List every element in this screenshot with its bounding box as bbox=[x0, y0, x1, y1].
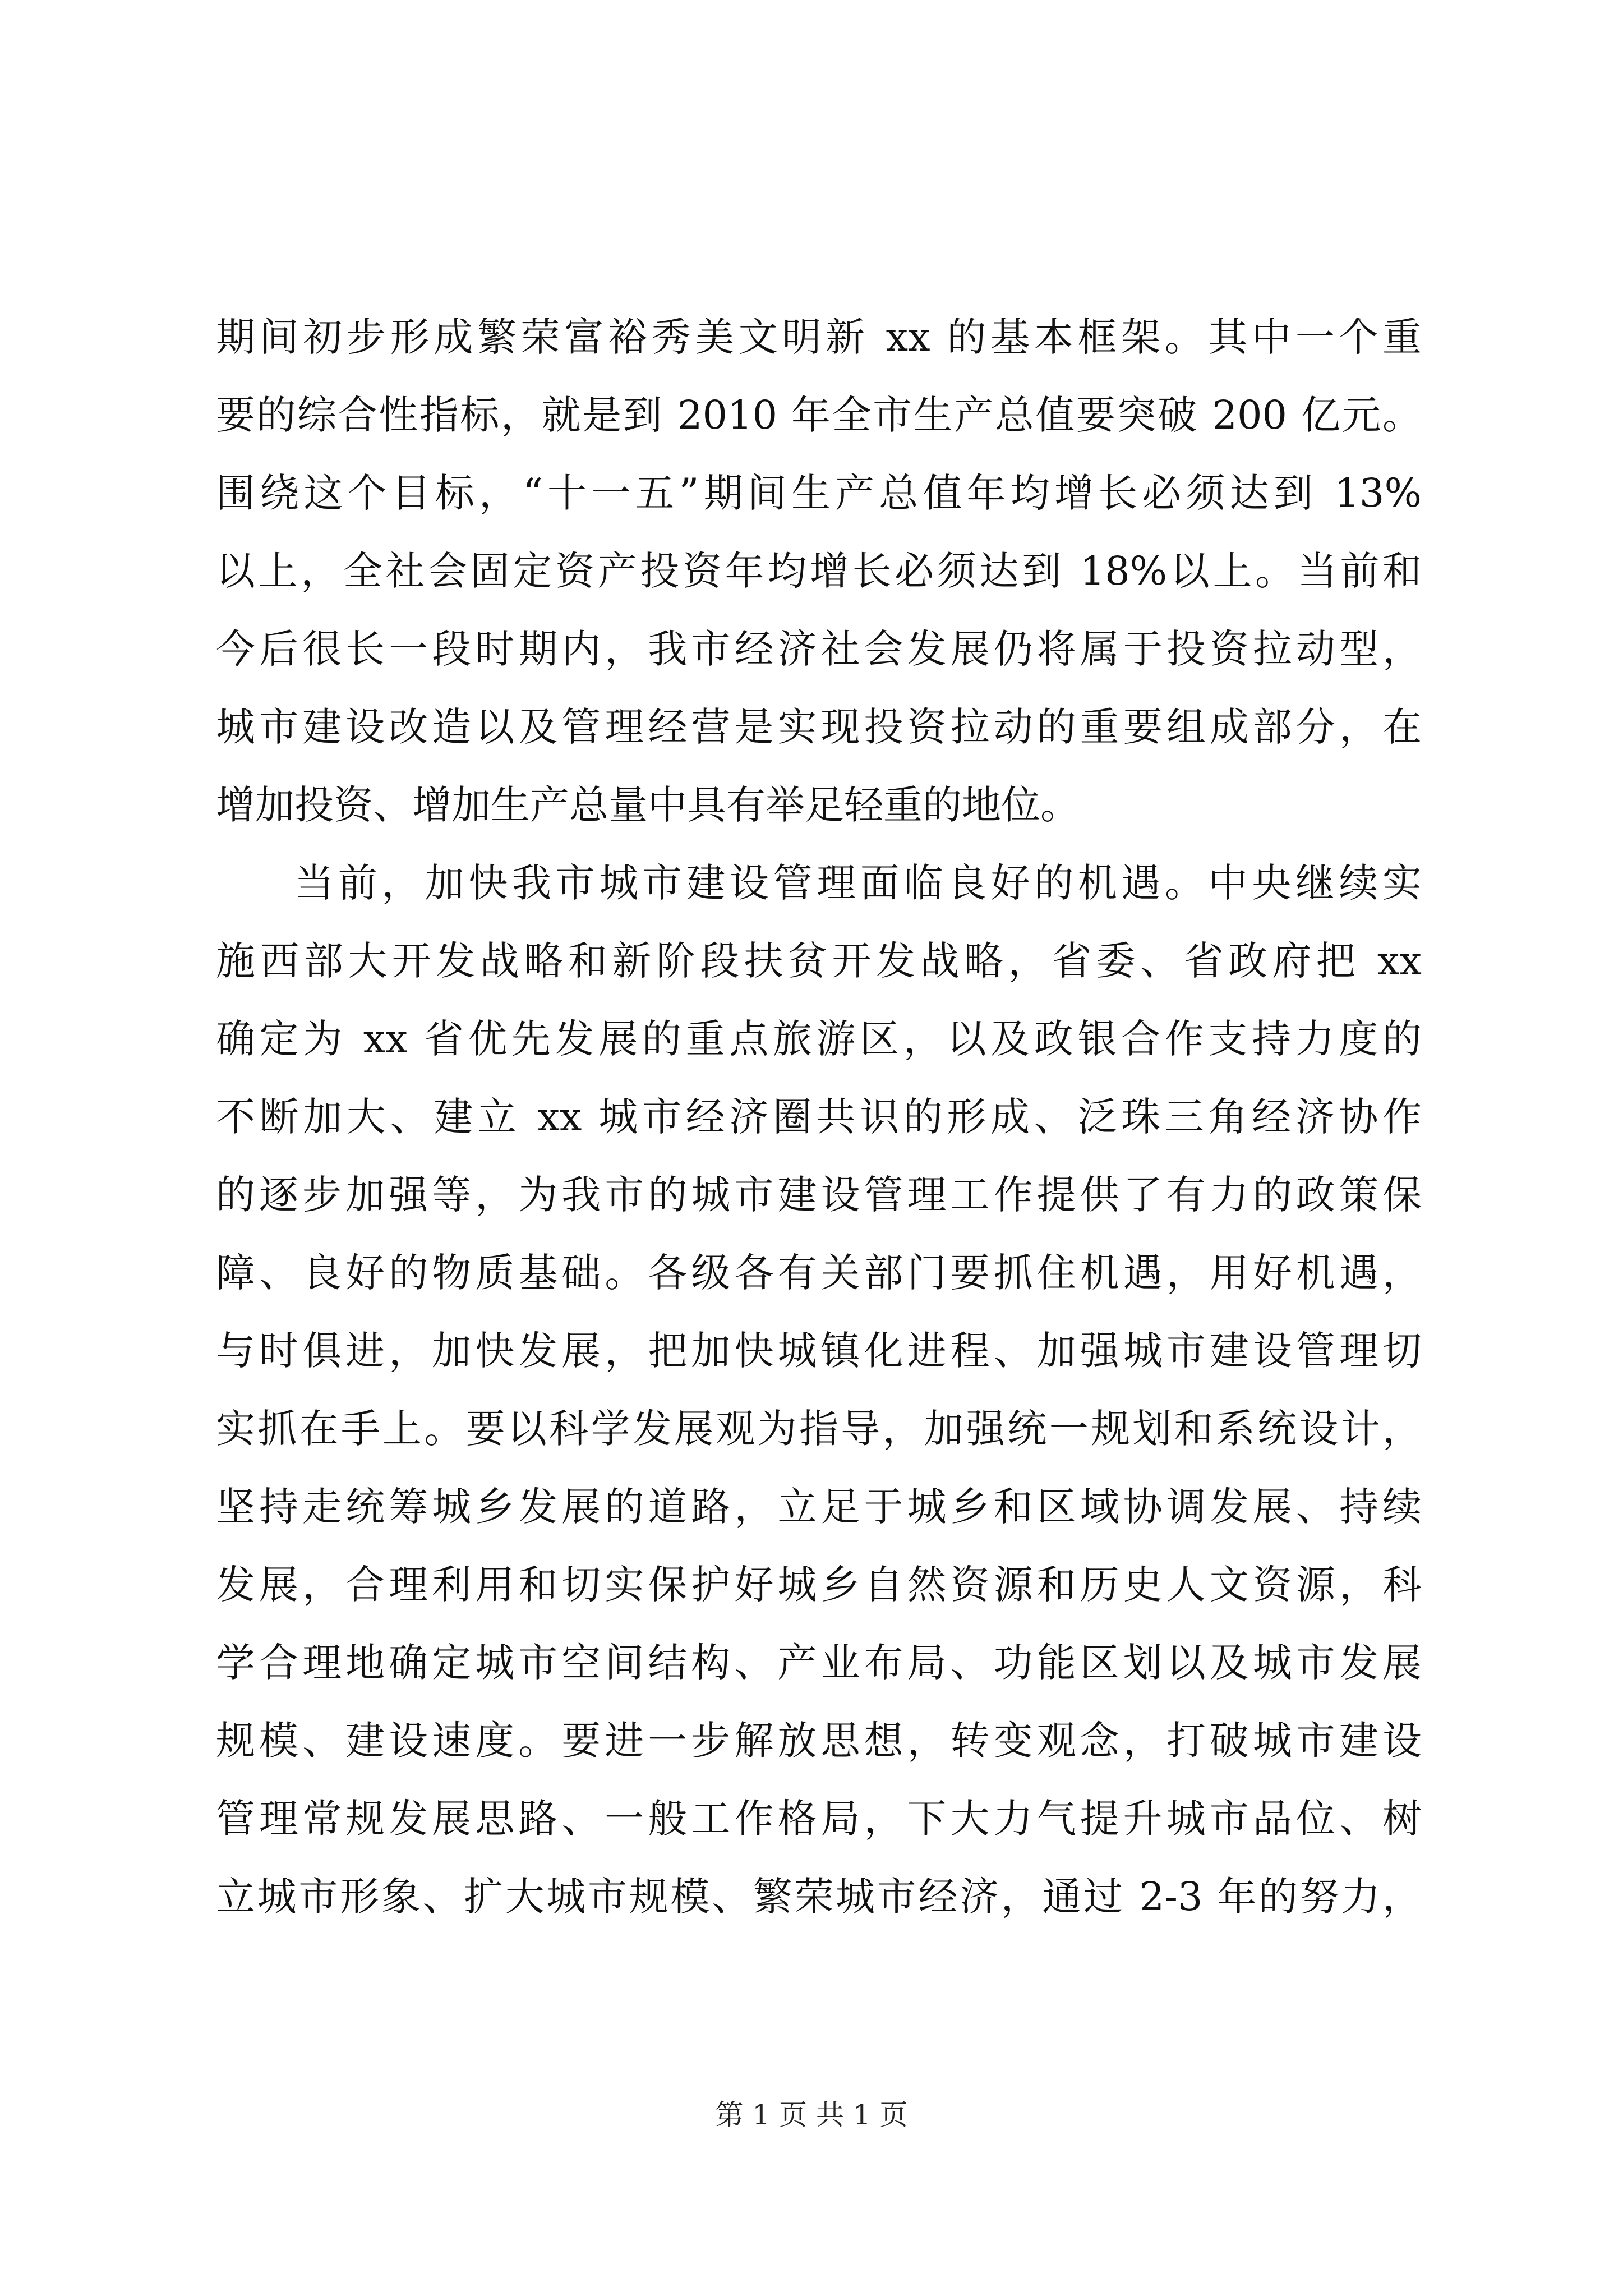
text-line: 增加投资、增加生产总量中具有举足轻重的地位。 bbox=[216, 782, 1080, 828]
text-line: 确定为 xx 省优先发展的重点旅游区，以及政银合作支持力度的 bbox=[216, 1016, 1422, 1062]
paragraph-1 bbox=[216, 298, 1422, 844]
text-line: 以上，全社会固定资产投资年均增长必须达到 18%以上。当前和 bbox=[216, 548, 1422, 594]
text-line: 施西部大开发战略和新阶段扶贫开发战略，省委、省政府把 xx bbox=[216, 938, 1422, 984]
text-line: 当前，加快我市城市建设管理面临良好的机遇。中央继续实 bbox=[294, 860, 1422, 906]
text-line: 障、良好的物质基础。各级各有关部门要抓住机遇，用好机遇， bbox=[216, 1250, 1422, 1296]
text-line: 与时俱进，加快发展，把加快城镇化进程、加强城市建设管理切 bbox=[216, 1328, 1422, 1374]
text-line: 围绕这个目标，“十一五”期间生产总值年均增长必须达到 13% bbox=[216, 470, 1422, 516]
text-line: 管理常规发展思路、一般工作格局，下大力气提升城市品位、树 bbox=[216, 1796, 1422, 1842]
document-body bbox=[216, 298, 1422, 1936]
text-line: 实抓在手上。要以科学发展观为指导，加强统一规划和系统设计， bbox=[216, 1406, 1422, 1452]
text-line: 坚持走统筹城乡发展的道路，立足于城乡和区域协调发展、持续 bbox=[216, 1484, 1422, 1530]
text-line: 学合理地确定城市空间结构、产业布局、功能区划以及城市发展 bbox=[216, 1640, 1422, 1686]
text-line: 不断加大、建立 xx 城市经济圈共识的形成、泛珠三角经济协作 bbox=[216, 1094, 1422, 1140]
text-line: 发展，合理利用和切实保护好城乡自然资源和历史人文资源，科 bbox=[216, 1562, 1422, 1608]
text-line: 规模、建设速度。要进一步解放思想，转变观念，打破城市建设 bbox=[216, 1718, 1422, 1764]
text-line: 的逐步加强等，为我市的城市建设管理工作提供了有力的政策保 bbox=[216, 1172, 1422, 1218]
paragraph-2 bbox=[216, 844, 1422, 1936]
page-number-footer: 第 1 页 共 1 页 bbox=[715, 2099, 908, 2131]
text-line: 立城市形象、扩大城市规模、繁荣城市经济，通过 2-3 年的努力， bbox=[216, 1874, 1422, 1920]
text-line: 今后很长一段时期内，我市经济社会发展仍将属于投资拉动型， bbox=[216, 626, 1422, 672]
text-line: 要的综合性指标，就是到 2010 年全市生产总值要突破 200 亿元。 bbox=[216, 392, 1422, 438]
text-line: 城市建设改造以及管理经营是实现投资拉动的重要组成部分，在 bbox=[216, 704, 1422, 750]
text-line: 期间初步形成繁荣富裕秀美文明新 xx 的基本框架。其中一个重 bbox=[216, 314, 1422, 360]
